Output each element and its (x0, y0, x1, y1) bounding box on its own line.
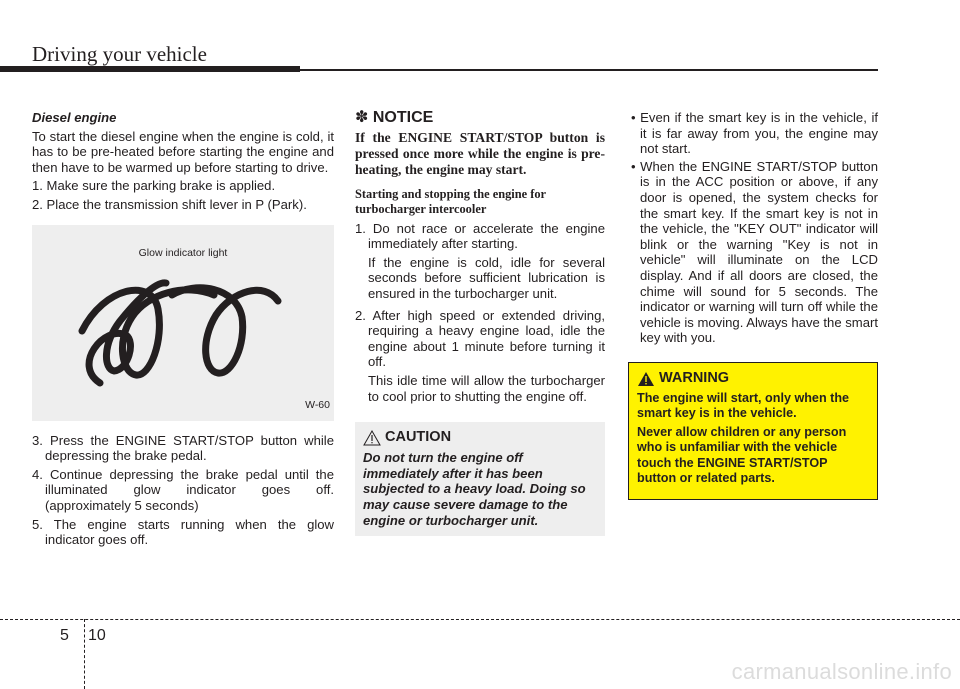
glow-plug-icon (32, 225, 334, 421)
warning-header (637, 371, 869, 387)
diesel-engine-heading: Diesel engine (32, 110, 117, 125)
page-header-title: Driving your vehicle (32, 42, 207, 66)
notice-lead: If the ENGINE START/STOP button is pressed once more while the engine is pre-heating, the engine may start. (355, 129, 605, 177)
bullet-item: • When the ENGINE START/STOP button is in the ACC position or above, if any door is opened, the system checks for the smart key. If the smart key is not in the vehicle, the "KEY OUT" indicator will blink or the warning "Key is not in vehicle" will illuminate on the LCD display. And if all doors are closed, the chime will sound for 5 seconds. The indicator or warning will turn off while the vehicle is moving. Always have the smart key with you. (631, 158, 878, 346)
turbo-steps-2 (355, 308, 605, 370)
figure-code: W-60 (305, 398, 330, 411)
notice-title: ✽ NOTICE (355, 109, 434, 126)
footer-rule (0, 619, 960, 620)
column-right (628, 110, 878, 500)
turbo-subheading: Starting and stopping the engine for turbocharger intercooler (355, 186, 546, 216)
caution-text: Do not turn the engine off immediately after it has been subjected to a heavy load. Doing so may cause severe damage to the engine or turbocharger unit. (363, 450, 586, 528)
caution-box (355, 422, 605, 536)
caution-title: CAUTION (385, 429, 452, 446)
turbo-step-2: 2. After high speed or extended driving, requiring a heavy engine load, idle the engine about 1 minute before turning it off. (355, 307, 605, 370)
diesel-intro: To start the diesel engine when the engine is cold, it has to be pre-heated before starting the engine and then have to be warmed up before starting to drive. (32, 128, 334, 175)
diesel-steps-b (32, 433, 334, 548)
turbo-step-2-detail: This idle time will allow the turbocharger to cool prior to shutting the engine off. (368, 372, 605, 404)
diesel-steps-a (32, 178, 334, 212)
diesel-step-5: 5. The engine starts running when the glow indicator goes off. (32, 516, 334, 548)
warning-title: WARNING (659, 370, 730, 387)
diesel-step-4: 4. Continue depressing the brake pedal until the illuminated glow indicator goes off. (approximately 5 seconds) (32, 466, 334, 513)
diesel-step-2: 2. Place the transmission shift lever in P (Park). (32, 196, 307, 212)
diesel-step-3: 3. Press the ENGINE START/STOP button while depressing the brake pedal. (32, 432, 334, 464)
page-number: 10 (88, 627, 106, 644)
column-left (32, 110, 334, 551)
smart-key-bullets (628, 110, 878, 346)
turbo-steps (355, 221, 605, 252)
diesel-step-1: 1. Make sure the parking brake is applied. (32, 178, 276, 194)
column-middle (355, 110, 605, 536)
caution-triangle-icon (363, 430, 381, 446)
header-bar (0, 66, 300, 72)
warning-box (628, 362, 878, 500)
turbo-step-1-detail: If the engine is cold, idle for several seconds before sufficient lubrication is ensured in the turbocharger unit. (368, 254, 605, 301)
bullet-item: • Even if the smart key is in the vehicle, if it is far away from you, the engine may not start. (631, 110, 878, 157)
chapter-number: 5 (60, 627, 69, 644)
caution-header (363, 430, 597, 446)
warning-line-2: Never allow children or any person who is unfamiliar with the vehicle touch the ENGINE START/STOP button or related parts. (637, 424, 847, 485)
footer-divider (84, 619, 85, 689)
warning-triangle-icon (637, 371, 655, 387)
turbo-step-1: 1. Do not race or accelerate the engine immediately after starting. (355, 220, 605, 252)
glow-indicator-figure (32, 225, 334, 421)
figure-caption: Glow indicator light (138, 246, 228, 259)
warning-line-1: The engine will start, only when the smart key is in the vehicle. (637, 390, 850, 421)
watermark: carmanualsonline.info (731, 659, 952, 684)
header-rule (300, 69, 878, 71)
